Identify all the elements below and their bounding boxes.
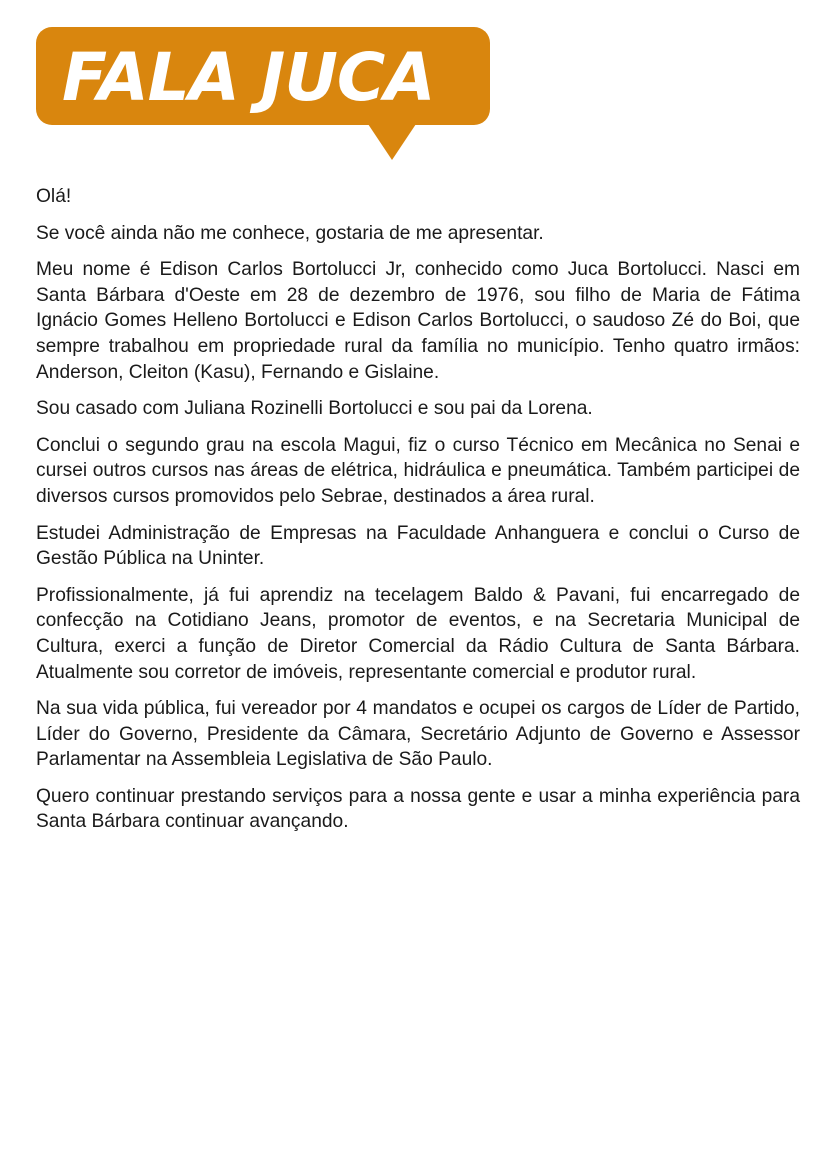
paragraph-biography: Meu nome é Edison Carlos Bortolucci Jr, conhecido como Juca Bortolucci. Nasci em Santa Bárbara d'Oeste em 28 de dezembro de 1976, sou filho de Maria de Fátima Ignácio Gomes Helleno Bortolucci e Edison Carlos Bortolucci, o saudoso Zé do Boi, que sempre trabalhou em propriedade rural da família no município. Tenho quatro irmãos: Anderson, Cleiton (Kasu), Fernando e Gislaine. xyxy=(36,259,800,383)
speech-bubble-tail xyxy=(364,118,420,160)
paragraph-career: Profissionalmente, já fui aprendiz na tecelagem Baldo & Pavani, fui encarregado de confecção na Cotidiano Jeans, promotor de eventos, e na Secretaria Municipal de Cultura, exerci a função de Diretor Comercial da Rádio Cultura de Santa Bárbara. Atualmente sou corretor de imóveis, representante comercial e produtor rural. xyxy=(36,584,800,683)
paragraph-higher-education: Estudei Administração de Empresas na Faculdade Anhanguera e conclui o Curso de Gestão Pública na Uninter. xyxy=(36,522,800,570)
letter-body xyxy=(36,184,800,846)
paragraph-family: Sou casado com Juliana Rozinelli Bortolucci e sou pai da Lorena. xyxy=(36,398,593,420)
page-title: FALA JUCA xyxy=(62,39,435,116)
paragraph-public-life: Na sua vida pública, fui vereador por 4 mandatos e ocupei os cargos de Líder de Partido, Líder do Governo, Presidente da Câmara, Secretário Adjunto de Governo e Assessor Parlamentar na Assembleia Legislativa de São Paulo. xyxy=(36,698,800,771)
paragraph-closing: Quero continuar prestando serviços para a nossa gente e usar a minha experiência para Santa Bárbara continuar avançando. xyxy=(36,785,800,833)
paragraph-greeting: Olá! xyxy=(36,186,72,207)
paragraph-education: Conclui o segundo grau na escola Magui, fiz o curso Técnico em Mecânica no Senai e cursei outros cursos nas áreas de elétrica, hidráulica e pneumática. Também participei de diversos cursos promovidos pelo Sebrae, destinados a área rural. xyxy=(36,434,800,507)
paragraph-intro: Se você ainda não me conhece, gostaria de me apresentar. xyxy=(36,222,544,244)
